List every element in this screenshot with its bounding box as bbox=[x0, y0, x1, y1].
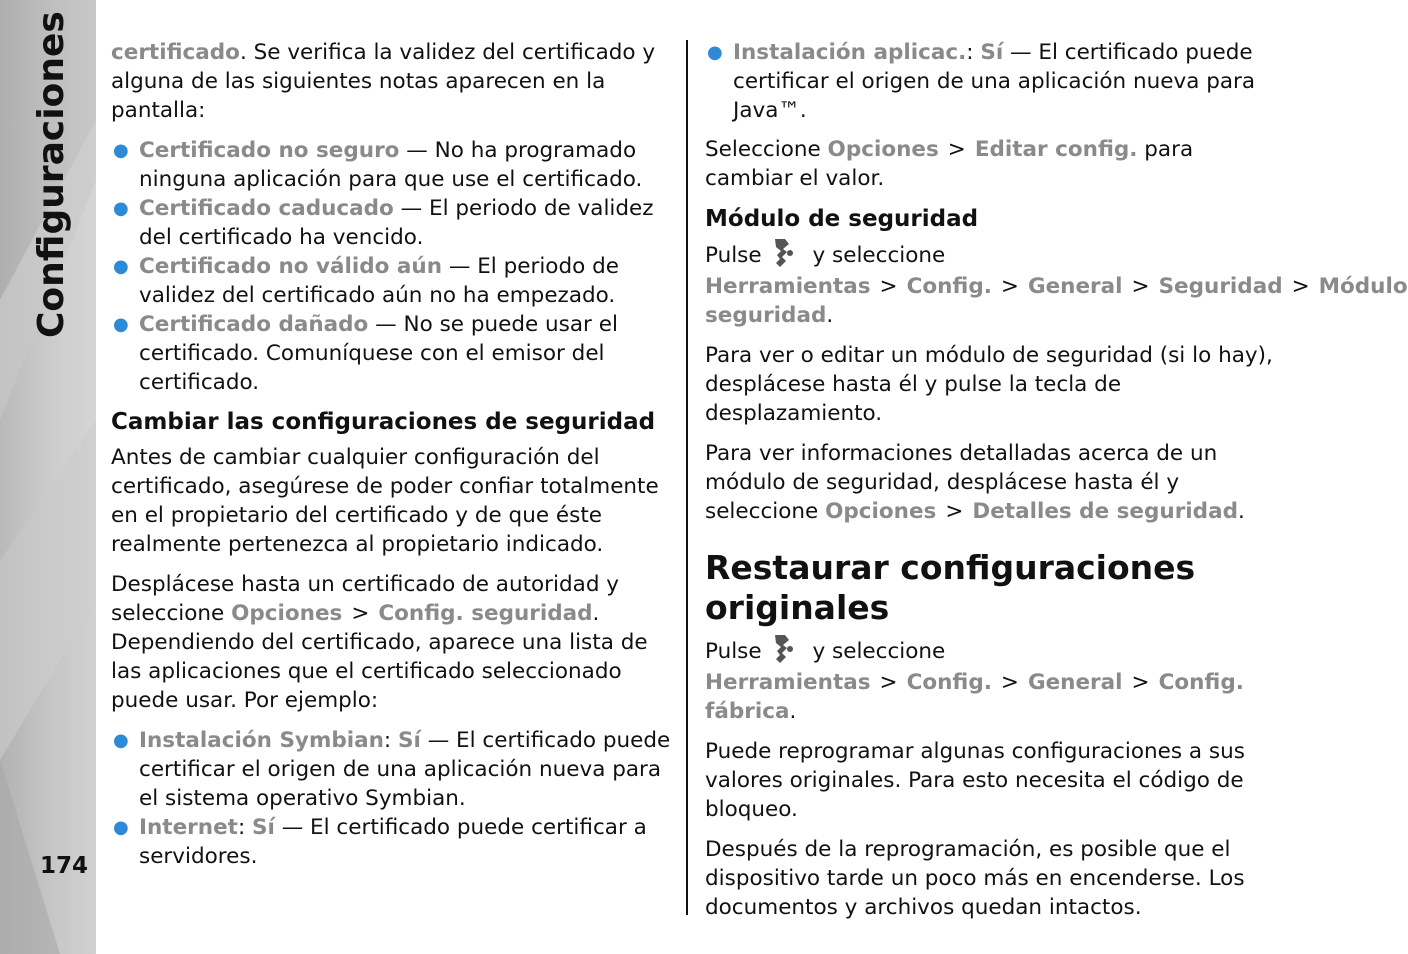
column-divider bbox=[686, 40, 688, 915]
section-title: Configuraciones bbox=[31, 11, 72, 339]
app-term: Instalación aplicac. bbox=[733, 40, 967, 65]
restore-heading: Restaurar configuraciones originales bbox=[705, 548, 1196, 627]
menu-option: Herramientas bbox=[705, 670, 871, 695]
path-separator: > bbox=[1131, 670, 1150, 695]
app-text: — El certificado puede certificar el origen de una aplicación nueva para el sistema operativo Symbian. bbox=[139, 728, 671, 811]
period: . bbox=[826, 303, 834, 328]
para-text: Pulse bbox=[705, 639, 762, 664]
path-separator: > bbox=[351, 601, 370, 626]
menu-option: Opciones bbox=[231, 601, 343, 626]
para-text: Pulse bbox=[705, 243, 762, 268]
bullet-dot-icon: ● bbox=[113, 140, 129, 161]
bullet-dot-icon: ● bbox=[113, 198, 129, 219]
list-item bbox=[111, 194, 676, 252]
note-text: — El periodo de validez del certificado ha vencido. bbox=[139, 196, 654, 250]
menu-option: Detalles de seguridad bbox=[972, 499, 1238, 524]
module-edit-paragraph: Para ver o editar un módulo de seguridad (si lo hay), desplácese hasta él y pulse la tecla de desplazamiento. bbox=[705, 343, 1273, 426]
bullet-dot-icon: ● bbox=[113, 314, 129, 335]
note-term: Certificado dañado bbox=[139, 312, 369, 337]
colon: : bbox=[383, 728, 398, 753]
app-text: — El certificado puede certificar el origen de una aplicación nueva para Java™. bbox=[733, 40, 1256, 123]
applications-list bbox=[111, 726, 676, 871]
restore-path-paragraph bbox=[705, 636, 1275, 726]
app-value: Sí bbox=[980, 40, 1004, 65]
list-item bbox=[705, 38, 1275, 125]
menu-option: Opciones bbox=[827, 137, 939, 162]
page-number: 174 bbox=[40, 853, 89, 879]
menu-option: Seguridad bbox=[1158, 274, 1283, 299]
left-column bbox=[111, 38, 676, 881]
para-text: y seleccione bbox=[805, 243, 946, 268]
module-path-paragraph bbox=[705, 240, 1408, 330]
applications-list-continued bbox=[705, 38, 1275, 125]
menu-option: Opciones bbox=[825, 499, 937, 524]
warning-paragraph: Antes de cambiar cualquier configuración del certificado, asegúrese de poder confiar totalmente en el propietario del certificado y de que éste realmente pertenezca al propietario indicado. bbox=[111, 445, 659, 557]
note-text: — No ha programado ninguna aplicación para que use el certificado. bbox=[139, 138, 643, 192]
list-item bbox=[111, 310, 676, 397]
path-separator: > bbox=[947, 137, 966, 162]
app-term: Internet bbox=[139, 815, 238, 840]
menu-option: Config. bbox=[906, 274, 992, 299]
menu-key-icon bbox=[770, 237, 796, 269]
menu-option: General bbox=[1027, 670, 1123, 695]
para-text: Seleccione bbox=[705, 137, 828, 162]
menu-option: Config. bbox=[906, 670, 992, 695]
para-text: . Dependiendo del certificado, aparece una lista de las aplicaciones que el certificado seleccionado puede usar. Por ejemplo: bbox=[111, 601, 648, 713]
menu-option: Herramientas bbox=[705, 274, 871, 299]
menu-option: General bbox=[1027, 274, 1123, 299]
list-item bbox=[111, 252, 676, 310]
menu-option: Config. fábrica bbox=[705, 670, 1244, 724]
bullet-dot-icon: ● bbox=[707, 42, 723, 63]
scroll-paragraph bbox=[111, 570, 676, 715]
bullet-dot-icon: ● bbox=[113, 730, 129, 751]
note-text: — No se puede usar el certificado. Comuníquese con el emisor del certificado. bbox=[139, 312, 618, 395]
bullet-dot-icon: ● bbox=[113, 817, 129, 838]
colon: : bbox=[237, 815, 253, 840]
restore-paragraph-1: Puede reprogramar algunas configuraciones a sus valores originales. Para esto necesita el código de bloqueo. bbox=[705, 739, 1245, 822]
intro-term: certificado bbox=[111, 40, 240, 65]
right-column bbox=[705, 38, 1408, 933]
note-term: Certificado no seguro bbox=[139, 138, 400, 163]
para-text: y seleccione bbox=[805, 639, 946, 664]
module-details-paragraph bbox=[705, 439, 1275, 526]
menu-option: Config. seguridad bbox=[378, 601, 593, 626]
period: . bbox=[1237, 499, 1245, 524]
app-term: Instalación Symbian bbox=[139, 728, 384, 753]
intro-paragraph bbox=[111, 38, 676, 125]
security-module-heading: Módulo de seguridad bbox=[705, 206, 979, 232]
path-separator: > bbox=[945, 499, 964, 524]
para-text: Para ver informaciones detalladas acerca de un módulo de seguridad, desplácese hasta él y seleccione bbox=[705, 441, 1218, 524]
menu-option: Editar config. bbox=[974, 137, 1138, 162]
edit-config-paragraph bbox=[705, 135, 1275, 193]
list-item bbox=[111, 726, 676, 813]
list-item bbox=[111, 136, 676, 194]
security-settings-heading: Cambiar las configuraciones de seguridad bbox=[111, 409, 656, 435]
colon: : bbox=[966, 40, 981, 65]
path-separator: > bbox=[879, 274, 898, 299]
app-text: — El certificado puede certificar a servidores. bbox=[139, 815, 647, 869]
menu-option: Módulo seguridad bbox=[705, 274, 1408, 328]
period: . bbox=[789, 699, 797, 724]
path-separator: > bbox=[1131, 274, 1150, 299]
restore-paragraph-2: Después de la reprogramación, es posible que el dispositivo tarde un poco más en encenderse. Los documentos y archivos quedan intactos. bbox=[705, 837, 1245, 920]
para-text: para cambiar el valor. bbox=[705, 137, 1194, 191]
app-value: Sí bbox=[398, 728, 421, 753]
note-term: Certificado caducado bbox=[139, 196, 394, 221]
sidebar bbox=[0, 0, 96, 954]
menu-key-icon bbox=[770, 633, 796, 665]
certificate-notes-list bbox=[111, 136, 676, 397]
bullet-dot-icon: ● bbox=[113, 256, 129, 277]
path-separator: > bbox=[1000, 274, 1019, 299]
intro-text: . Se verifica la validez del certificado y alguna de las siguientes notas aparecen en la pantalla: bbox=[111, 40, 656, 123]
path-separator: > bbox=[879, 670, 898, 695]
note-text: — El periodo de validez del certificado aún no ha empezado. bbox=[139, 254, 619, 308]
path-separator: > bbox=[1291, 274, 1310, 299]
para-text: Desplácese hasta un certificado de autoridad y seleccione bbox=[111, 572, 620, 626]
list-item bbox=[111, 813, 676, 871]
path-separator: > bbox=[1000, 670, 1019, 695]
note-term: Certificado no válido aún bbox=[139, 254, 443, 279]
app-value: Sí bbox=[252, 815, 275, 840]
